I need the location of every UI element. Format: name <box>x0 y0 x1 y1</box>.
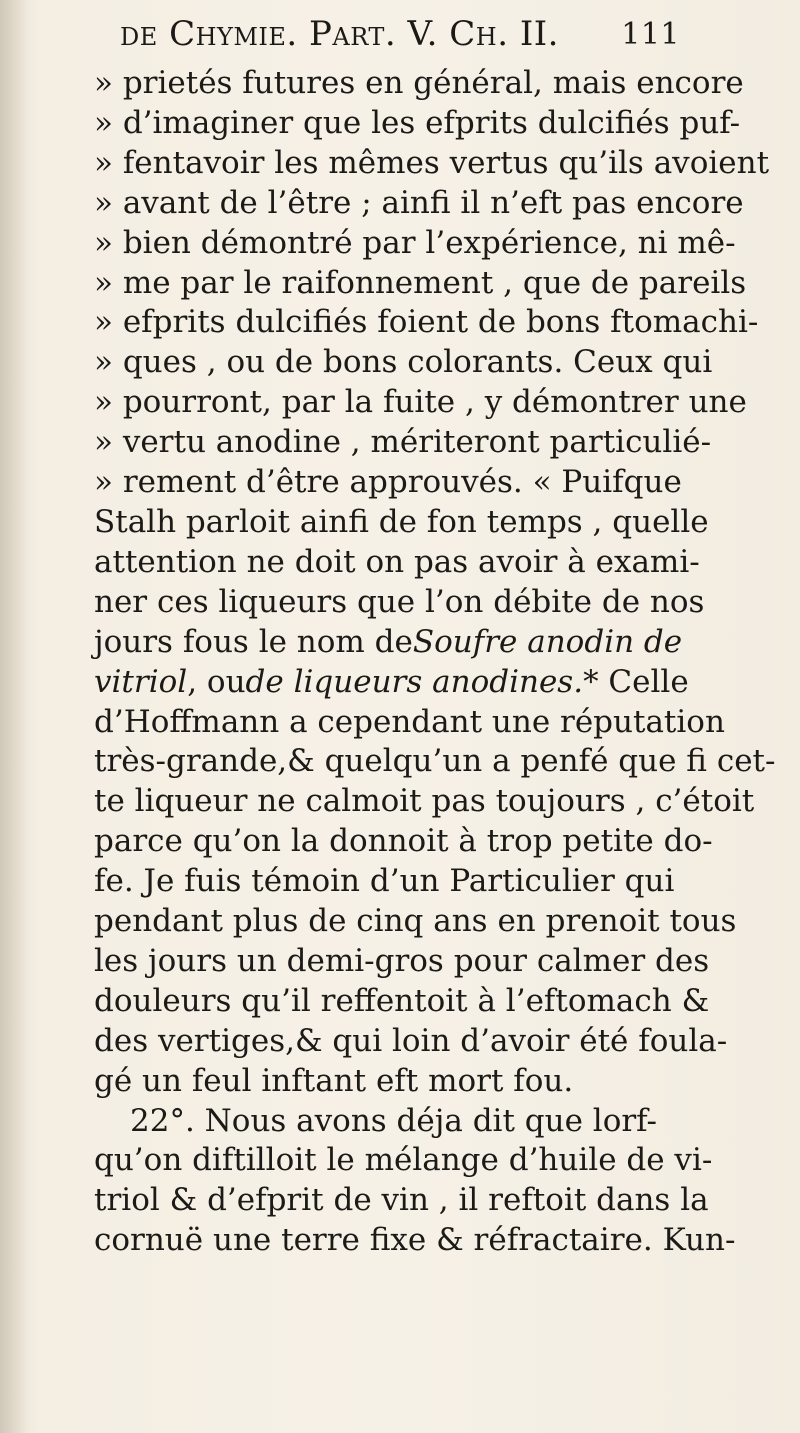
text-line-25: des vertiges,& qui loin d’avoir été foula- <box>94 1022 728 1059</box>
text-line-11: » rement d’être approuvés. « Puifque <box>94 464 682 501</box>
page-gutter-shadow <box>0 0 28 1433</box>
text-line-9: » pourront, par la fuite , y démontrer une <box>94 384 747 421</box>
text-line-12: Stalh parloit ainfi de fon temps , quelle <box>94 503 709 540</box>
text-line-19: te liqueur ne calmoit pas toujours , c’étoit <box>94 783 755 820</box>
text-line-16-part-1: vitriol, ou <box>94 663 246 700</box>
text-line-7: » efprits dulcifiés foient de bons ftomachi- <box>94 304 759 341</box>
text-line-3: » fentavoir les mêmes vertus qu’ils avoient <box>94 144 770 181</box>
text-line-29: triol & d’efprit de vin , il reftoit dans la <box>94 1182 709 1219</box>
body-text <box>94 64 776 1261</box>
text-line-28: qu’on diftilloit le mélange d’huile de vi- <box>94 1142 713 1179</box>
running-title: de Chymie. Part. V. Ch. II. <box>120 14 559 54</box>
text-line-5: » bien démontré par l’expérience, ni mê- <box>94 224 736 261</box>
text-line-16-italic: de liqueurs anodines. <box>245 663 584 700</box>
text-line-21: fe. Je fuis témoin d’un Particulier qui <box>94 863 675 900</box>
text-line-27 <box>94 1102 674 1142</box>
text-line-2: » d’imaginer que les efprits dulcifiés puf- <box>94 104 741 141</box>
text-line-26: gé un feul inftant eft mort fou. <box>94 1062 574 1099</box>
text-line-8: » ques , ou de bons colorants. Ceux qui <box>94 344 713 381</box>
running-header <box>120 6 680 62</box>
text-line-22: pendant plus de cinq ans en prenoit tous <box>94 903 737 940</box>
page-number: 111 <box>621 16 680 52</box>
text-line-30: cornuë une terre fixe & réfractaire. Kun- <box>94 1222 736 1259</box>
text-line-24: douleurs qu’il reffentoit à l’eftomach & <box>94 982 710 1019</box>
text-line-15 <box>94 623 683 663</box>
text-line-15-roman: jours fous le nom de <box>94 623 413 660</box>
text-line-17: d’Hoffmann a cependant une réputation <box>94 703 725 740</box>
text-line-10: » vertu anodine , mériteront particulié- <box>94 424 712 461</box>
text-line-27-text: 22°. Nous avons déja dit que lorf- <box>130 1102 658 1139</box>
text-line-13: attention ne doit on pas avoir à exami- <box>94 543 700 580</box>
text-line-6: » me par le raifonnement , que de pareils <box>94 264 747 301</box>
text-line-18: très-grande,& quelqu’un a penfé que fi cet- <box>94 743 776 780</box>
text-line-15-italic: Soufre anodin de <box>412 623 683 660</box>
text-line-23: les jours un demi-gros pour calmer des <box>94 942 710 979</box>
text-line-4: » avant de l’être ; ainfi il n’eft pas encore <box>94 184 744 221</box>
text-line-14: ner ces liqueurs que l’on débite de nos <box>94 583 705 620</box>
text-line-16 <box>94 663 689 703</box>
text-line-16-part-3: * Celle <box>583 663 689 700</box>
paragraph-indent <box>94 1102 130 1142</box>
text-line-20: parce qu’on la donnoit à trop petite do- <box>94 823 713 860</box>
text-line-1: » prietés futures en général, mais encore <box>94 65 744 101</box>
